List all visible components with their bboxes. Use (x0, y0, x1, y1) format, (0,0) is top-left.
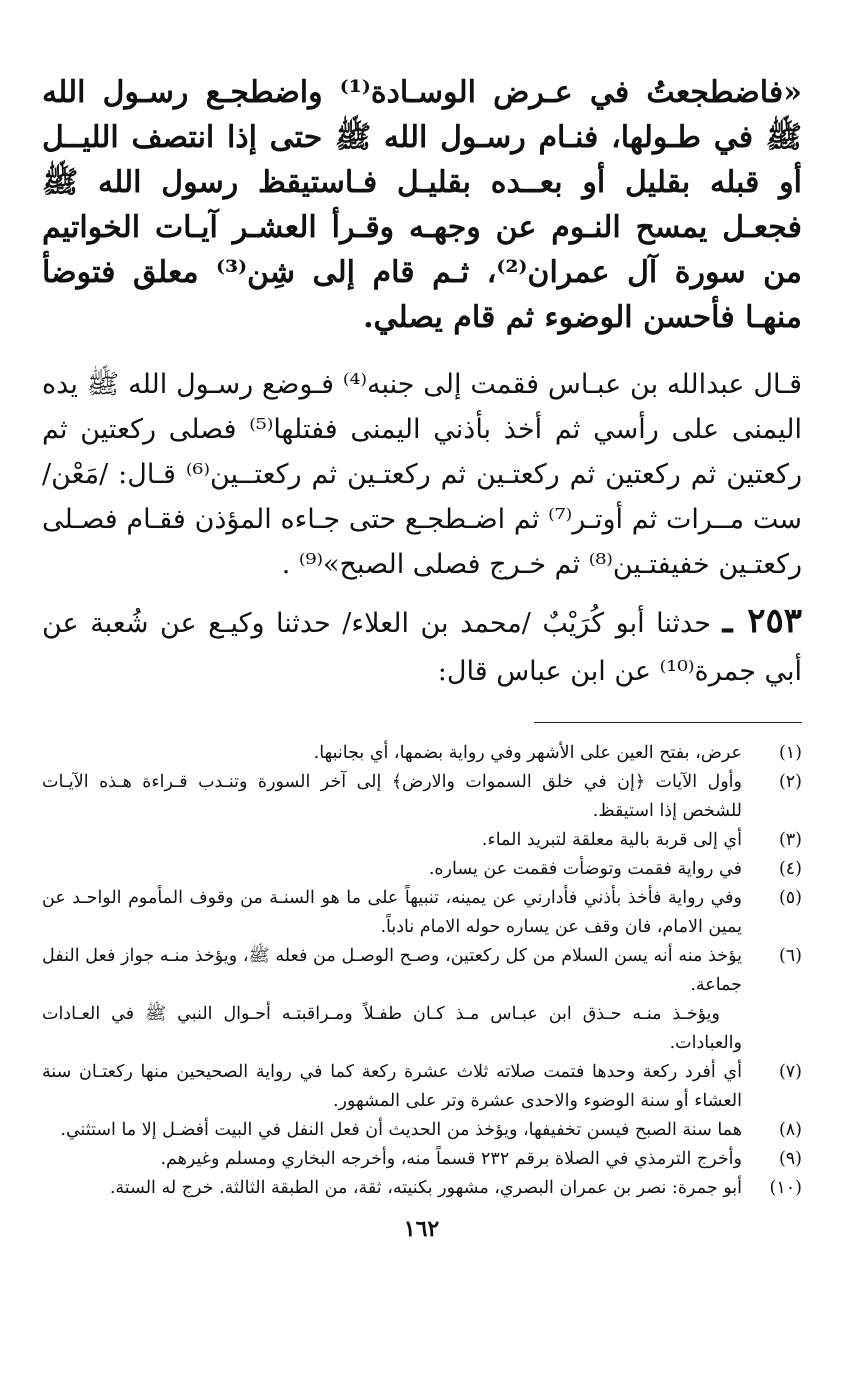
footnote-number: (٦) (778, 946, 802, 966)
footnote-item (42, 855, 802, 884)
footnote-item (42, 942, 802, 1000)
narration-text: قـال عبدالله بن عبـاس فقمت إلى جنبه⁽⁴⁾ فـوضع رسـول الله ﷺ يده اليمنى على رأسي ثم أخذ بأذني اليمنى ففتلها⁽⁵⁾ فصلى ركعتين ثم ركعتين ثم ركعتين ثم ركعتـين ثم ركعتـين ثم ركعتــين⁽⁶⁾ قـال: /مَعْن/ ست مــرات ثم أوتـر⁽⁷⁾ ثم اضـطجـع حتى جـاءه المؤذن فقـام فصـلى ركعتـين خفيفتـين⁽⁸⁾ ثم خـرج فصلى الصبح»⁽⁹⁾ . (42, 369, 802, 580)
footnote-item (42, 768, 802, 826)
footnote-text: وأخرج الترمذي في الصلاة برقم ٢٣٢ قسماً منه، وأخرجه البخاري ومسلم وغيرهم. (160, 1149, 742, 1169)
footnote-item (42, 1174, 802, 1203)
footnote-number: (٤) (778, 859, 802, 879)
footnote-number: (٣) (778, 830, 802, 850)
footnote-text: وأول الآيات ﴿إن في خلق السموات والارض﴾ إلى آخر السورة وتنـدب قـراءة هـذه الآيـات للشخص إذا استيقظ. (42, 772, 742, 821)
footnote-text: في رواية فقمت وتوضأت فقمت عن يساره. (428, 859, 742, 879)
footnote-number: (٨) (778, 1120, 802, 1140)
footnote-text: أي إلى قربة بالية معلقة لتبريد الماء. (481, 830, 742, 850)
page-number: ١٦٢ (403, 1216, 440, 1242)
footnote-item (42, 1058, 802, 1116)
hadith-continuation-text: «فاضطجعتُ في عـرض الوسـادة⁽¹⁾ واضطجـع رسـول الله ﷺ في طـولها، فنـام رسـول الله ﷺ حتى إذا انتصف الليــل أو قبله بقليل أو بعــده بقليـل فـاستيقظ رسول الله ﷺ فجعـل يمسح النـوم عن وجهـه وقـرأ العشـر آيـات الخواتيم من سورة آل عمران⁽²⁾، ثـم قام إلى شِن⁽³⁾ معلق فتوضأ منهـا فأحسن الوضوء ثم قام يصلي. (42, 75, 803, 335)
footnote-item (42, 739, 802, 768)
footnote-text: عرض، بفتح العين على الأشهر وفي رواية بضمها، أي بجانبها. (313, 743, 742, 763)
footnote-number: (٢) (778, 772, 802, 792)
footnote-number: (٥) (778, 888, 802, 908)
footnote-text: هما سنة الصبح فيسن تخفيفها، ويؤخذ من الحديث أن فعل النفل في البيت أفضـل إلا ما استثني. (60, 1120, 742, 1140)
hadith-253-heading (42, 597, 802, 696)
footnote-text: يؤخذ منه أنه يسن السلام من كل ركعتين، وصـح الوصـل من فعله ﷺ، ويؤخذ منـه جواز فعل النفل جماعة. (42, 946, 742, 995)
footnote-item (42, 1116, 802, 1145)
footnotes-list (42, 739, 802, 1203)
footnote-text: أي أفرد ركعة وحدها فتمت صلاته ثلاث عشرة ركعة كما في رواية الصحيحين منها ركعتـان سنة العشاء أو سنة الوضوء والاحدى عشرة وتر على المشهور. (42, 1062, 742, 1111)
page-content (42, 70, 802, 1203)
footnote-text: أبو جمرة: نصر بن عمران البصري، مشهور بكنيته، ثقة، من الطبقة الثالثة. خرج له الستة. (109, 1178, 742, 1198)
footnote-item (42, 1145, 802, 1174)
footnote-item (42, 826, 802, 855)
footnote-item (42, 884, 802, 942)
footnote-divider-wrap (42, 696, 802, 739)
footnote-continuation: ويؤخـذ منـه حـذق ابن عبـاس مـذ كـان طفـلاً ومـراقبتـه أحـوال النبي ﷺ في العـادات والعبادات. (42, 1004, 742, 1053)
footnote-number: (١) (778, 743, 802, 763)
hadith-chain-text: حدثنا أبو كُرَيْبٌ /محمد بن العلاء/ حدثنا وكيـع عن شُعبة عن أبي جمرة⁽¹⁰⁾ عن ابن عباس قال: (42, 608, 802, 687)
footnote-divider (534, 722, 802, 723)
footnote-number: (١٠) (769, 1178, 802, 1198)
footnote-number: (٧) (778, 1062, 802, 1082)
footnote-text: وفي رواية فأخذ بأذني فأدارني عن يمينه، تنبيهاً على ما هو السنـة من وقوف المأموم الواحـد عن يمين الامام، فان وقف عن يساره حوله الامام نادباً. (42, 888, 742, 937)
hadith-number: ٢٥٣ ـ (722, 601, 802, 641)
footnote-number: (٩) (778, 1149, 802, 1169)
